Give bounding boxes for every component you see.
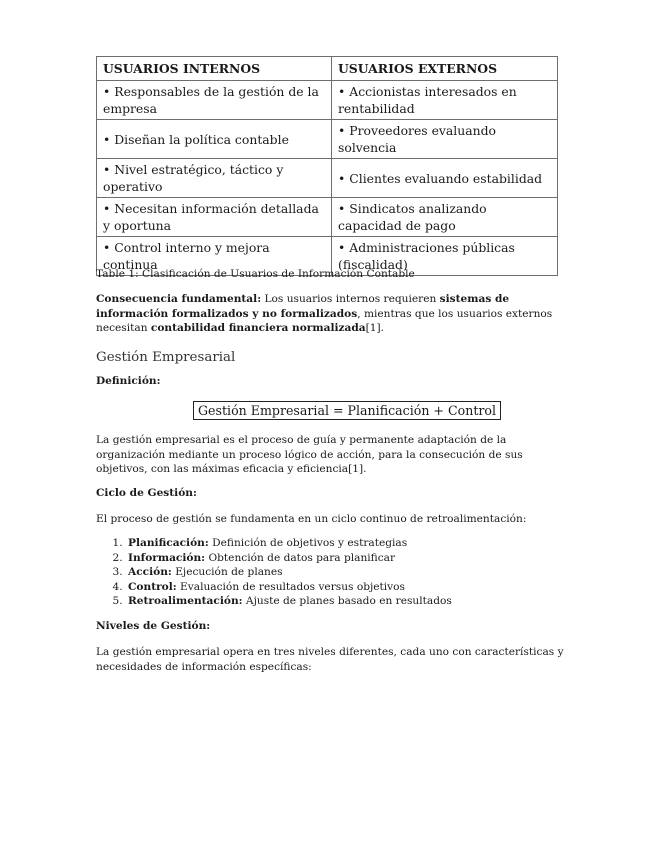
- table-cell: • Control interno y mejora continua: [97, 237, 332, 276]
- definition-paragraph: La gestión empresarial es el proceso de guía y permanente adaptación de la organización mediante un proceso lógico de acción, para la consecución de sus objetivos, con las máximas eficacia y eficiencia[1].: [96, 434, 523, 476]
- consequence-text: , mientras que los usuarios externos necesitan: [96, 307, 553, 335]
- list-item-desc: Ajuste de planes basado en resultados: [242, 595, 452, 608]
- list-item-term: Retroalimentación:: [128, 595, 243, 608]
- table-cell: • Sindicatos analizando capacidad de pago: [332, 198, 558, 237]
- header-internal-users: USUARIOS INTERNOS: [97, 57, 332, 81]
- table-row: [97, 198, 558, 237]
- table-cell: • Clientes evaluando estabilidad: [332, 159, 558, 198]
- table-cell: • Responsables de la gestión de la empresa: [97, 81, 332, 120]
- consequence-text: Los usuarios internos requieren: [261, 293, 440, 305]
- table-header-row: [97, 57, 558, 81]
- list-item-desc: Evaluación de resultados versus objetivos: [176, 580, 405, 593]
- table-row: [97, 159, 558, 198]
- table-cell: • Proveedores evaluando solvencia: [332, 120, 558, 159]
- table-caption: Table 1: Clasificación de Usuarios de Información Contable: [96, 268, 415, 280]
- consequence-bold: sistemas de información formalizados y no formalizados: [96, 293, 510, 320]
- table-row: [97, 81, 558, 120]
- table-cell: • Accionistas interesados en rentabilidad: [332, 81, 558, 120]
- list-item-term: Información:: [128, 551, 206, 564]
- table-cell: • Necesitan información detallada y oportuna: [97, 198, 332, 237]
- list-item-term: Acción:: [128, 566, 172, 579]
- list-item-term: Planificación:: [128, 537, 209, 549]
- list-item: [126, 580, 452, 595]
- table-row: [97, 120, 558, 159]
- definition-label: Definición:: [96, 375, 161, 387]
- list-item: [126, 565, 452, 580]
- users-table: [96, 56, 558, 276]
- consequence-paragraph: [96, 292, 566, 336]
- consequence-bold: contabilidad financiera normalizada: [150, 322, 366, 335]
- levels-label: Niveles de Gestión:: [96, 620, 211, 632]
- cycle-intro: El proceso de gestión se fundamenta en un ciclo continuo de retroalimentación:: [96, 513, 527, 525]
- section-title: Gestión Empresarial: [96, 350, 236, 365]
- table-cell: • Administraciones públicas (fiscalidad): [332, 237, 558, 276]
- formula-box: Gestión Empresarial = Planificación + Control: [193, 401, 501, 420]
- citation: [1].: [365, 322, 385, 335]
- table-cell: • Diseñan la política contable: [97, 120, 332, 159]
- list-item: [126, 594, 452, 609]
- list-item-desc: Obtención de datos para planificar: [205, 551, 396, 564]
- list-item-desc: Ejecución de planes: [171, 566, 283, 579]
- list-item: [126, 551, 452, 566]
- list-item-desc: Definición de objetivos y estrategias: [208, 537, 408, 549]
- cycle-list: [96, 536, 452, 609]
- table-cell: • Nivel estratégico, táctico y operativo: [97, 159, 332, 198]
- list-item: [126, 536, 452, 551]
- cycle-label: Ciclo de Gestión:: [96, 487, 197, 499]
- consequence-label: Consecuencia fundamental:: [96, 293, 262, 305]
- header-external-users: USUARIOS EXTERNOS: [332, 57, 558, 81]
- levels-paragraph: La gestión empresarial opera en tres niveles diferentes, cada uno con características y necesidades de información específicas:: [96, 646, 564, 673]
- list-item-term: Control:: [128, 580, 177, 593]
